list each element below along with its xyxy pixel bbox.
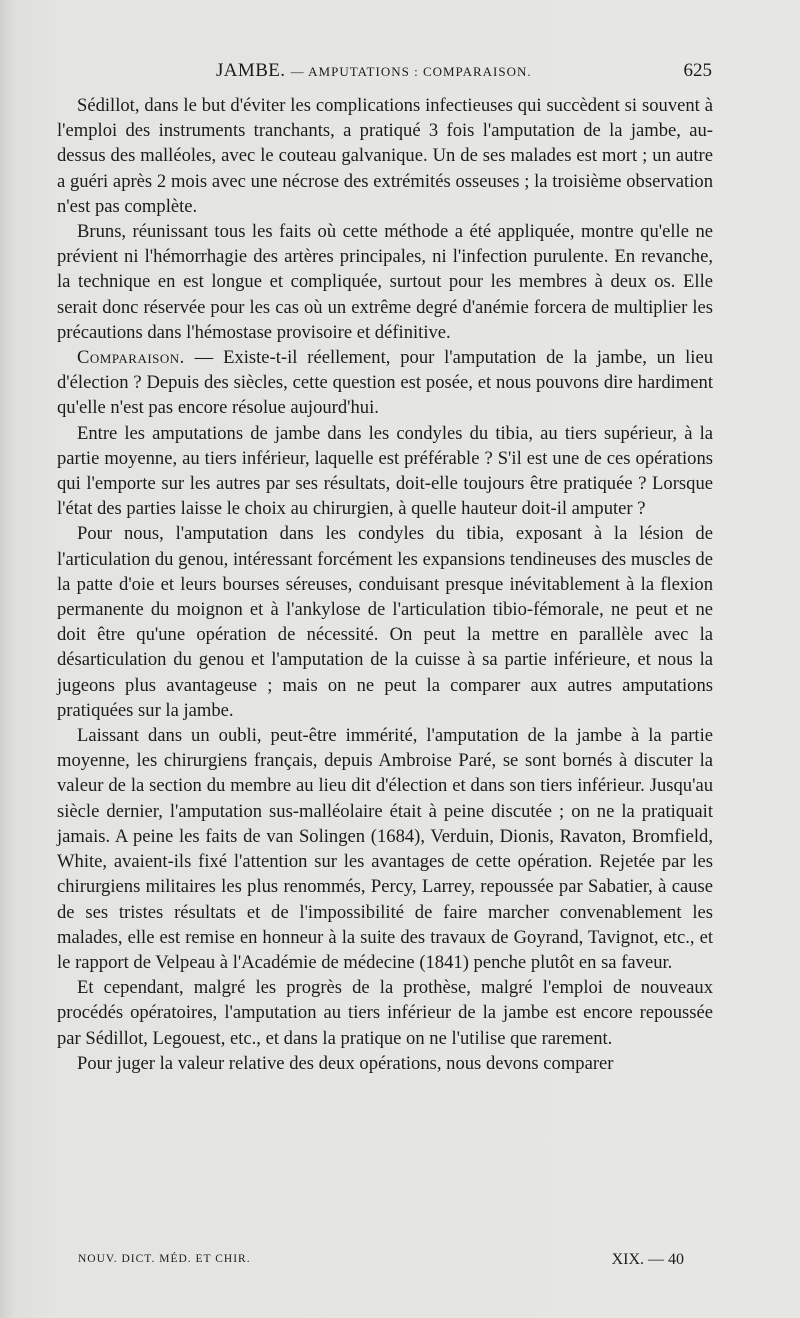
paragraph xyxy=(57,421,713,522)
running-title-rest: — AMPUTATIONS : COMPARAISON. xyxy=(290,64,532,79)
paragraph xyxy=(57,975,713,1051)
footer-signature: NOUV. DICT. MÉD. ET CHIR. xyxy=(78,1253,251,1265)
paragraph-text: Laissant dans un oubli, peut-être immérité, l'amputation de la jambe à la partie moyenne, les chirurgiens français, depuis Ambroise Paré, se sont bornés à discuter la valeur de la section du membre au lieu dit d'élection et dans son tiers inférieur. Jusqu'au siècle dernier, l'amputation sus-malléolaire était à peine discutée ; on ne la pratiquait jamais. A peine les faits de van Solingen (1684), Verduin, Dionis, Ravaton, Bromfield, White, avaient-ils fixé l'attention sur les avantages de cette opération. Rejetée par les chirurgiens militaires les plus renommés, Percy, Larrey, repoussée par Sabatier, à cause de ses tristes résultats et de l'impossibilité de faire marcher convenablement les malades, elle est remise en honneur à la suite des travaux de Goyrand, Tavignot, etc., et le rapport de Velpeau à l'Académie de médecine (1841) penche plutôt en sa faveur. xyxy=(57,725,713,973)
paragraph-text: Bruns, réunissant tous les faits où cette méthode a été appliquée, montre qu'elle ne prévient ni l'hémorrhagie des artères principales, ni l'infection purulente. En revanche, la technique en est longue et compliquée, surtout pour les membres à deux os. Elle serait donc réservée pour les cas où un extrême degré d'anémie forcera de multiplier les précautions dans l'hémostase provisoire et définitive. xyxy=(57,221,713,343)
footer-volume: XIX. — 40 xyxy=(611,1251,684,1268)
paragraph xyxy=(57,219,713,345)
paragraph-text: Pour juger la valeur relative des deux opérations, nous devons comparer xyxy=(77,1052,614,1074)
running-title-main: JAMBE. xyxy=(216,60,286,81)
paragraph xyxy=(57,521,713,723)
running-title xyxy=(216,60,532,82)
body-text xyxy=(57,93,713,1076)
running-head xyxy=(78,60,712,86)
paragraph xyxy=(57,93,713,219)
paragraph-text: Pour nous, l'amputation dans les condyles du tibia, exposant à la lésion de l'articulation du genou, intéressant forcément les expansions tendineuses des muscles de la patte d'oie et leurs bourses séreuses, conduisant presque inévitablement à la flexion permanente du moignon et à l'ankylose de l'articulation tibio-fémorale, ne peut et ne doit être qu'une opération de nécessité. On peut la mettre en parallèle avec la désarticulation du genou et l'amputation de la cuisse à sa partie inférieure, et nous la jugeons plus avantageuse ; mais on ne peut la comparer aux autres amputations pratiquées sur la jambe. xyxy=(57,523,713,721)
paragraph xyxy=(57,723,713,975)
paragraph xyxy=(57,345,713,421)
page-footer xyxy=(78,1251,712,1273)
paragraph-text: Et cependant, malgré les progrès de la prothèse, malgré l'emploi de nouveaux procédés opératoires, l'amputation au tiers inférieur de la jambe est encore repoussée par Sédillot, Legouest, etc., et dans la pratique on ne l'utilise que rarement. xyxy=(57,977,713,1049)
paragraph-text: — Existe-t-il réellement, pour l'amputation de la jambe, un lieu d'élection ? Depuis des siècles, cette question est posée, et nous pouvons dire hardiment qu'elle n'est pas encore résolue aujourd'hui. xyxy=(57,347,713,419)
paragraph-text: Sédillot, dans le but d'éviter les complications infectieuses qui succèdent si souvent à l'emploi des instruments tranchants, a pratiqué 3 fois l'amputation de la jambe, au-dessus des malléoles, avec le couteau galvanique. Un de ses malades est mort ; un autre a guéri après 2 mois avec une nécrose des extrémités osseuses ; la troisième observation n'est pas complète. xyxy=(57,95,713,217)
paragraph xyxy=(57,1051,713,1076)
page-number: 625 xyxy=(683,60,712,81)
section-lead: Comparaison. xyxy=(77,347,185,369)
paragraph-text: Entre les amputations de jambe dans les condyles du tibia, au tiers supérieur, à la partie moyenne, au tiers inférieur, laquelle est préférable ? S'il est une de ces opérations qui l'emporte sur les autres par ses résultats, doit-elle toujours être pratiquée ? Lorsque l'état des parties laisse le choix au chirurgien, à quelle hauteur doit-il amputer ? xyxy=(57,422,713,520)
